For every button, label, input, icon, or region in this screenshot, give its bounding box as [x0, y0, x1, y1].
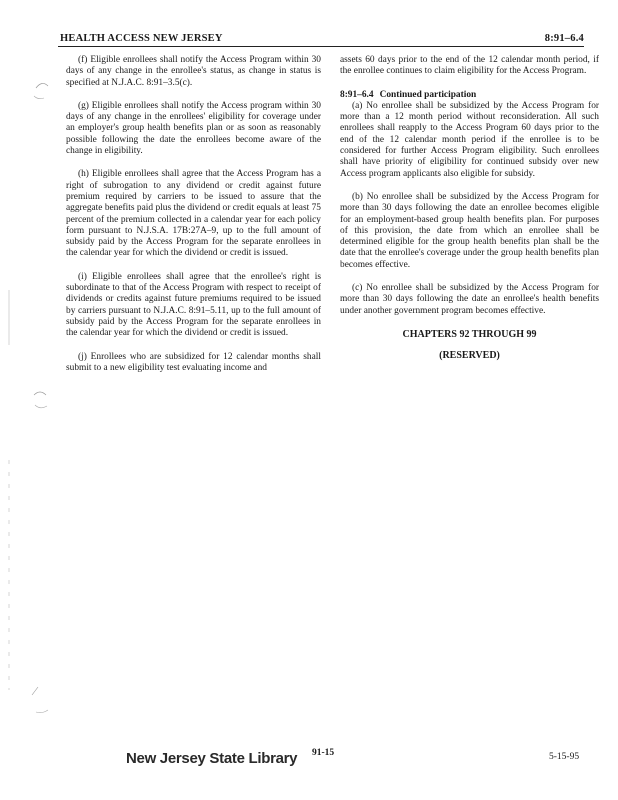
paragraph-b: (b) No enrollee shall be subsidized by the Access Program for more than 30 days following the date an enrollee becomes eligible for an employment-based group health benefits plan. For purposes of this provision, the date from which an enrollee shall be determined eligible for the group health benefits plan shall be the date that the enrollee's coverage under the group health benefits plan becomes effective. [340, 191, 599, 270]
section-title: Continued participation [379, 89, 477, 100]
library-stamp: New Jersey State Library [126, 750, 298, 767]
paragraph-i: (i) Eligible enrollees shall agree that the enrollee's right is subordinate to that of the Access Program with respect to receipt of dividends or credits against future premiums required to be issued by carriers pursuant to N.J.A.C. 8:91–5.11, up to the full amount of subsidy paid by the Access Program for the separate enrollees in the calendar year for which the dividend or credit is issued. [66, 271, 321, 339]
scan-mark [34, 96, 44, 99]
paragraph-j-continued: assets 60 days prior to the end of the 12 calendar month period, if the enrollee continues to claim eligibility for the Access Program. [340, 55, 599, 77]
paragraph-g: (g) Eligible enrollees shall notify the Access program within 30 days of any change in the enrollees' eligibility for coverage under an employer's group health benefits plan or as soon as reasonably possible following the date the enrollees become aware of the change in eligibility. [66, 100, 321, 157]
paragraph-h: (h) Eligible enrollees shall agree that the Access Program has a right of subrogation to any dividend or credit against future premium required by carriers to be issued to assure that the aggregate benefits paid plus the dividend or credit equals at least 75 percent of the premium collected in a calendar year for each policy form pursuant to N.J.S.A. 17B:27A–9, up to the full amount of subsidy paid by the Access Program for the separate enrollees in the calendar year for which the dividend or credit is issued. [66, 169, 321, 259]
scan-mark [34, 392, 46, 395]
scan-mark [36, 710, 48, 713]
scan-mark [36, 83, 48, 88]
scan-mark [32, 687, 38, 695]
header-title: HEALTH ACCESS NEW JERSEY [60, 33, 223, 44]
header-section-number: 8:91–6.4 [544, 33, 584, 44]
section-number: 8:91–6.4 [340, 89, 374, 100]
footer-date: 5-15-95 [549, 752, 580, 762]
reserved-label: (RESERVED) [439, 350, 500, 362]
chapters-heading: CHAPTERS 92 THROUGH 99 [402, 328, 537, 340]
paragraph-a: (a) No enrollee shall be subsidized by the Access Program for more than a 12 month period without reconsideration. All such enrollees shall reapply to the Access Program 60 days prior to the end of the 12 calendar month period if the enrollee is to be considered for further Access Program eligibility. Such enrollees shall have priority of eligibility for continued subsidy over new Access program applicants also eligible for subsidy. [340, 100, 599, 179]
scan-mark [35, 405, 47, 408]
paragraph-f: (f) Eligible enrollees shall notify the Access Program within 30 days of any change in the enrollee's status, as change in status is specified at N.J.A.C. 8:91–3.5(c). [66, 55, 321, 88]
paragraph-j: (j) Enrollees who are subsidized for 12 calendar months shall submit to a new eligibility test evaluating income and [66, 351, 321, 373]
page-number: 91-15 [312, 748, 335, 758]
paragraph-c: (c) No enrollee shall be subsidized by the Access Program for more than 30 days following the date an enrollee's health benefits under another government program becomes effective. [340, 283, 599, 316]
